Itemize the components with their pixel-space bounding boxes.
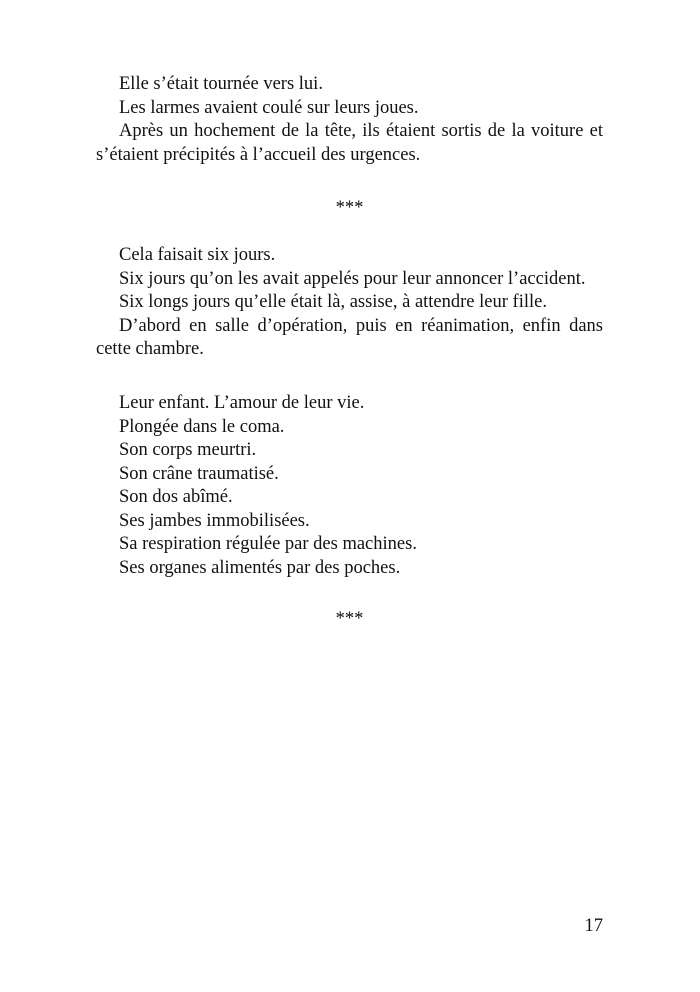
text-line: Ses organes alimentés par des poches. xyxy=(119,557,401,578)
text-line: Six jours qu’on les avait appelés pour leur annoncer l’accident. xyxy=(119,268,586,289)
text-line: Son crâne traumatisé. xyxy=(119,463,279,484)
text-line: Six longs jours qu’elle était là, assise, à attendre leur fille. xyxy=(119,292,547,312)
text-paragraph: Après un hochement de la tête, ils étaient sortis de la voiture et s’étaient précipités à l’accueil des urgences. xyxy=(96,121,603,165)
text-line: Sa respiration régulée par des machines. xyxy=(119,534,417,554)
text-paragraph: D’abord en salle d’opération, puis en réanimation, enfin dans cette chambre. xyxy=(96,315,603,359)
page-number: 17 xyxy=(584,916,603,936)
text-line: Elle s’était tournée vers lui. xyxy=(119,74,323,94)
text-line: Cela faisait six jours. xyxy=(119,245,276,265)
text-line: Plongée dans le coma. xyxy=(119,416,285,437)
section-1 xyxy=(96,73,603,167)
text-line: Les larmes avaient coulé sur leurs joues. xyxy=(119,97,419,118)
text-line: Ses jambes immobilisées. xyxy=(119,510,310,531)
section-separator: *** xyxy=(335,609,364,629)
text-line: Son dos abîmé. xyxy=(119,487,233,507)
text-line: Son corps meurtri. xyxy=(119,440,257,460)
section-3 xyxy=(96,392,603,580)
section-separator: *** xyxy=(335,198,364,218)
section-2 xyxy=(96,244,603,362)
text-line: Leur enfant. L’amour de leur vie. xyxy=(119,393,365,413)
